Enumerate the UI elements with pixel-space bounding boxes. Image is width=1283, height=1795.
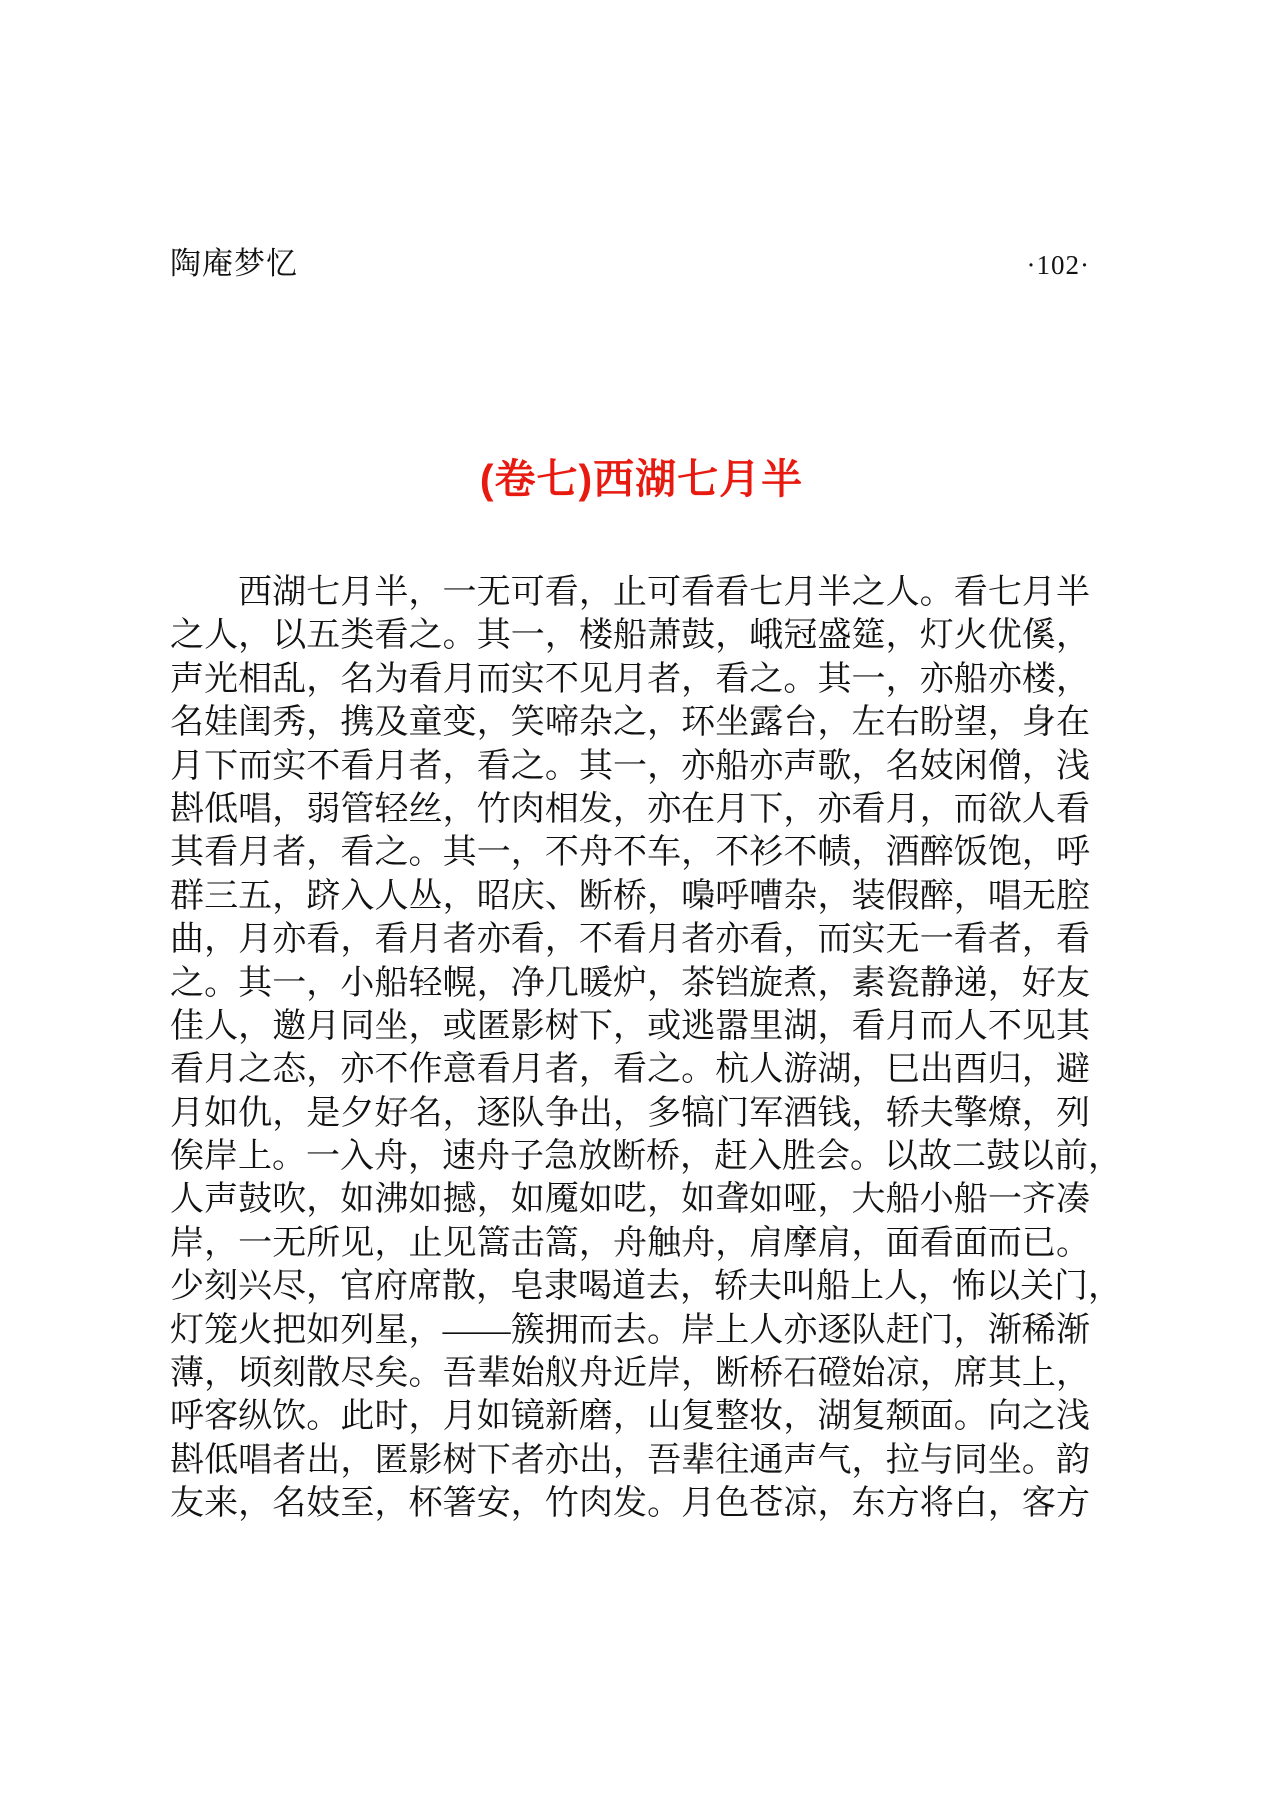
body-text-line: 佳人，邀月同坐，或匿影树下，或逃嚣里湖，看月而人不见其 xyxy=(170,1007,1090,1045)
body-text xyxy=(170,571,1122,1526)
body-text-line: 曲，月亦看，看月者亦看，不看月者亦看，而实无一看者，看 xyxy=(170,921,1090,959)
body-text-line: 群三五，跻入人丛，昭庆、断桥，嘄呼嘈杂，装假醉，唱无腔 xyxy=(170,877,1090,915)
body-text-line: 斟低唱者出，匿影树下者亦出，吾辈往通声气，拉与同坐。韵 xyxy=(170,1441,1090,1479)
body-text-line: 灯笼火把如列星，——簇拥而去。岸上人亦逐队赶门，渐稀渐 xyxy=(170,1311,1090,1349)
body-text-line: 少刻兴尽，官府席散，皂隶喝道去，轿夫叫船上人，怖以关门， xyxy=(170,1268,1122,1306)
running-title: 陶庵梦忆 xyxy=(170,246,298,281)
body-text-line: 斟低唱，弱管轻丝，竹肉相发，亦在月下，亦看月，而欲人看 xyxy=(170,790,1090,828)
body-text-line: 西湖七月半，一无可看，止可看看七月半之人。看七月半 xyxy=(238,574,1090,611)
body-text-line: 俟岸上。一入舟，速舟子急放断桥，赶入胜会。以故二鼓以前， xyxy=(170,1138,1122,1176)
body-text-line: 人声鼓吹，如沸如撼，如魇如呓，如聋如哑，大船小船一齐凑 xyxy=(170,1181,1090,1219)
page-header xyxy=(170,238,1090,283)
body-text-line: 声光相乱，名为看月而实不见月者，看之。其一，亦船亦楼， xyxy=(170,660,1090,698)
chapter-title: (卷七)西湖七月半 xyxy=(479,456,804,502)
body-text-line: 月如仇，是夕好名，逐队争出，多犒门军酒钱，轿夫擎燎，列 xyxy=(170,1094,1090,1132)
body-text-line: 月下而实不看月者，看之。其一，亦船亦声歌，名妓闲僧，浅 xyxy=(170,747,1090,785)
body-text-line: 看月之态，亦不作意看月者，看之。杭人游湖，巳出酉归，避 xyxy=(170,1051,1090,1089)
body-text-line: 薄，顷刻散尽矣。吾辈始舣舟近岸，断桥石磴始凉，席其上， xyxy=(170,1355,1090,1393)
body-text-line: 之人，以五类看之。其一，楼船萧鼓，峨冠盛筵，灯火优傒， xyxy=(170,617,1090,655)
body-text-line: 其看月者，看之。其一，不舟不车，不衫不帻，酒醉饭饱，呼 xyxy=(170,834,1090,872)
body-text-line: 呼客纵饮。此时，月如镜新磨，山复整妆，湖复颒面。向之浅 xyxy=(170,1398,1090,1436)
body-text-line: 之。其一，小船轻幌，净几暖炉，茶铛旋煮，素瓷静递，好友 xyxy=(170,964,1090,1002)
body-text-line: 岸，一无所见，止见篙击篙，舟触舟，肩摩肩，面看面而已。 xyxy=(170,1224,1090,1262)
page-number: ·102· xyxy=(1026,250,1090,280)
body-text-line: 友来，名妓至，杯箸安，竹肉发。月色苍凉，东方将白，客方 xyxy=(170,1485,1090,1523)
body-text-line: 名娃闺秀，携及童变，笑啼杂之，环坐露台，左右盼望，身在 xyxy=(170,704,1090,742)
